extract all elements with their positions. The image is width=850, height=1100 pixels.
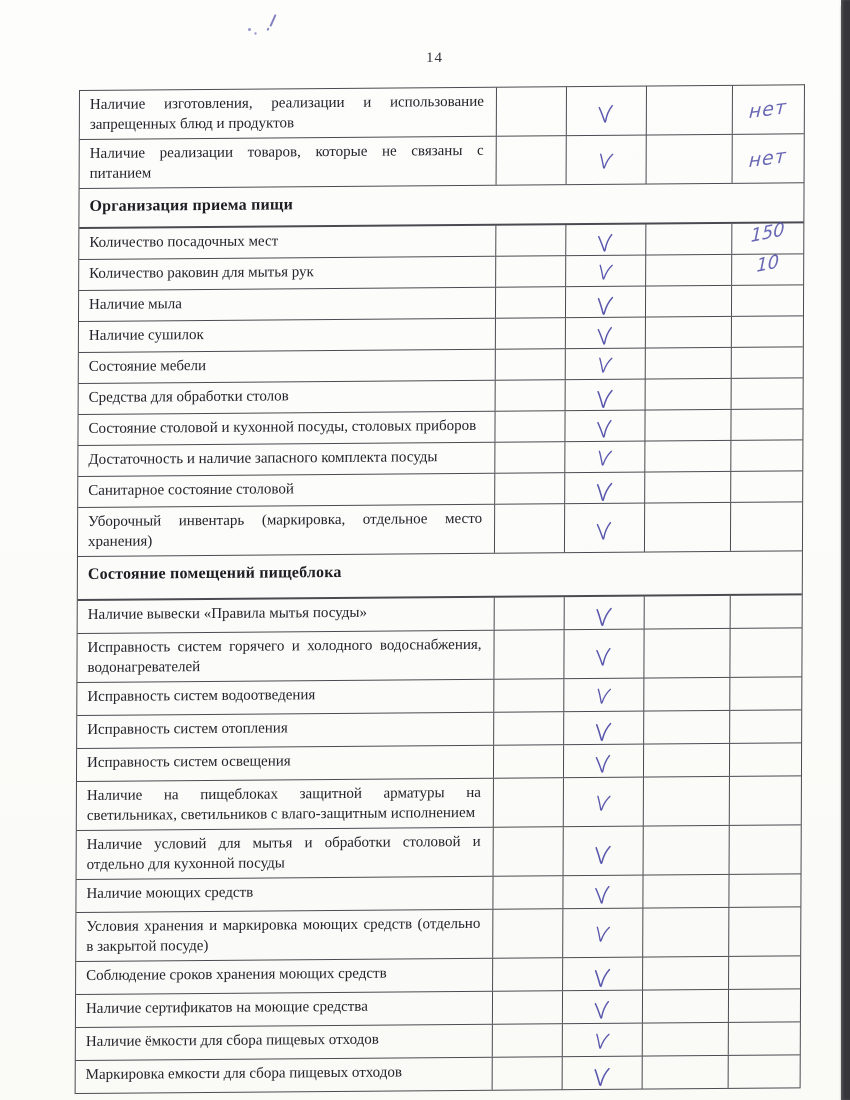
ink-smudge-dot: [254, 32, 256, 34]
empty-cell: [495, 380, 565, 411]
checkmark-icon: [594, 686, 613, 706]
empty-cell: [492, 1024, 562, 1057]
empty-cell: [643, 678, 729, 711]
empty-cell: [494, 442, 564, 473]
empty-cell: [646, 86, 732, 135]
note-cell: [728, 956, 800, 989]
ink-smudge-stroke: [269, 14, 276, 27]
check-cell: [564, 597, 644, 630]
note-cell: [728, 907, 800, 956]
empty-cell: [644, 596, 730, 629]
note-cell: [728, 1022, 800, 1055]
empty-cell: [492, 991, 562, 1024]
row-label: Соблюдение сроков хранения моющих средств: [86, 965, 387, 984]
empty-cell: [645, 379, 731, 410]
note-cell: [728, 989, 800, 1022]
row-label: Условия хранения и маркировка моющих средств (отдельно в закрытой посуде): [86, 915, 481, 955]
empty-cell: [643, 826, 729, 875]
checkmark-icon: [594, 793, 613, 813]
row-label: Количество посадочных мест: [89, 233, 279, 251]
handwritten-note: нет: [748, 95, 788, 124]
empty-cell: [642, 875, 728, 908]
row-label: Достаточность и наличие запасного комплекта посуды: [88, 449, 438, 468]
empty-cell: [496, 87, 566, 136]
empty-cell: [642, 957, 728, 990]
checkmark-icon: [595, 418, 616, 441]
checkmark-icon: [593, 1031, 612, 1051]
empty-cell: [645, 317, 731, 348]
section-title: Состояние помещений пищеблока: [87, 563, 342, 583]
note-cell: [728, 874, 800, 907]
note-cell: [732, 85, 804, 134]
note-cell: [729, 628, 801, 677]
note-cell: [730, 471, 802, 502]
empty-cell: [643, 711, 729, 744]
checkmark-icon: [595, 294, 615, 317]
inspection-table: [75, 84, 805, 1094]
ink-smudge-dot: [248, 28, 251, 31]
check-cell: [564, 504, 644, 553]
row-label: Исправность систем освещения: [87, 753, 291, 771]
empty-cell: [492, 909, 562, 958]
empty-cell: [495, 287, 565, 318]
check-cell: [563, 679, 643, 712]
note-cell: [731, 378, 803, 409]
section-header-row: [79, 183, 803, 229]
section-header-row: [78, 551, 802, 601]
checkmark-icon: [593, 844, 613, 867]
empty-cell: [642, 1056, 728, 1089]
checkmark-icon: [594, 520, 615, 543]
row-label: Наличие вывески «Правила мытья посуды»: [87, 604, 368, 623]
empty-cell: [644, 410, 730, 441]
note-cell: [730, 440, 802, 471]
check-cell: [562, 909, 642, 958]
note-cell: [731, 218, 803, 254]
check-cell: [562, 958, 642, 991]
check-cell: [562, 991, 642, 1024]
table-row: [77, 776, 801, 831]
note-cell: [730, 502, 802, 551]
row-label: Наличие мыла: [89, 296, 182, 313]
note-cell: [728, 1055, 800, 1088]
row-label: Исправность систем отопления: [87, 720, 288, 738]
table-row: [80, 85, 804, 140]
handwritten-note: нет: [748, 144, 788, 173]
note-cell: [730, 409, 802, 440]
empty-cell: [493, 827, 563, 876]
checkmark-icon: [595, 232, 616, 255]
empty-cell: [644, 503, 730, 552]
checkmark-icon: [593, 753, 614, 776]
empty-cell: [643, 629, 729, 678]
row-label: Наличие ёмкости для сбора пищевых отходов: [85, 1031, 379, 1050]
note-cell: [732, 134, 804, 183]
empty-cell: [494, 473, 564, 504]
table-row: [76, 907, 800, 962]
row-label: Наличие изготовления, реализации и использование запрещенных блюд и продуктов: [89, 93, 484, 133]
checkmark-icon: [592, 1066, 612, 1089]
empty-cell: [493, 712, 563, 745]
table-row: [77, 628, 801, 683]
checkmark-icon: [594, 481, 614, 504]
row-label: Наличие моющих средств: [86, 884, 254, 902]
row-label: Количество раковин для мытья рук: [89, 264, 314, 282]
check-cell: [563, 745, 643, 778]
scanner-edge-strip: [841, 0, 850, 1100]
empty-cell: [645, 255, 731, 286]
row-label: Состояние столовой и кухонной посуды, столовых приборов: [88, 417, 477, 437]
checkmark-icon: [595, 325, 616, 348]
note-cell: [729, 677, 801, 710]
empty-cell: [643, 777, 729, 826]
ink-smudge: [246, 12, 280, 40]
row-label: Наличие сертификатов на моющие средства: [85, 998, 368, 1017]
empty-cell: [494, 411, 564, 442]
row-label: Уборочный инвентарь (маркировка, отдельное место хранения): [87, 510, 483, 550]
row-label: Исправность систем горячего и холодного водоснабжения, водонагревателей: [87, 636, 482, 676]
section-title: Организация приема пищи: [89, 196, 294, 215]
empty-cell: [495, 318, 565, 349]
check-cell: [563, 827, 643, 876]
check-cell: [564, 442, 644, 473]
check-cell: [565, 256, 645, 287]
checkmark-icon: [594, 606, 614, 629]
check-cell: [563, 778, 643, 827]
note-cell: [729, 776, 801, 825]
empty-cell: [645, 286, 731, 317]
check-cell: [563, 630, 643, 679]
checkmark-icon: [595, 387, 615, 410]
table-row: [78, 502, 802, 557]
row-label: Наличие на пищеблоках защитной арматуры на светильниках, светильников с влаго-защитным исполнением: [86, 784, 481, 824]
checkmark-icon: [593, 924, 612, 944]
empty-cell: [493, 778, 563, 827]
row-label: Санитарное состояние столовой: [88, 481, 294, 499]
row-label: Наличие сушилок: [88, 327, 204, 344]
check-cell: [565, 287, 645, 318]
empty-cell: [494, 504, 564, 553]
checkmark-icon: [596, 262, 615, 282]
note-cell: [729, 743, 801, 776]
empty-cell: [492, 1057, 562, 1090]
handwritten-note: 10: [756, 250, 780, 277]
empty-cell: [642, 1023, 728, 1056]
note-cell: [731, 250, 803, 285]
row-label: Наличие условий для мытья и обработки столовой и отдельно для кухонной посуды: [86, 833, 481, 873]
check-cell: [562, 1057, 642, 1090]
checkmark-icon: [593, 721, 613, 744]
check-cell: [562, 1024, 642, 1057]
empty-cell: [495, 349, 565, 380]
empty-cell: [643, 744, 729, 777]
empty-cell: [645, 224, 731, 255]
check-cell: [566, 87, 646, 136]
checkmark-icon: [593, 884, 614, 907]
note-cell: [729, 710, 801, 743]
empty-cell: [492, 876, 562, 909]
note-cell: [731, 347, 803, 378]
checkmark-icon: [596, 103, 617, 126]
empty-cell: [496, 136, 566, 185]
empty-cell: [642, 908, 728, 957]
empty-cell: [493, 679, 563, 712]
check-cell: [565, 225, 645, 256]
note-cell: [731, 316, 803, 347]
table-row: [80, 134, 804, 189]
check-cell: [566, 136, 646, 185]
note-cell: [729, 825, 801, 874]
row-label: Состояние мебели: [88, 358, 207, 375]
empty-cell: [644, 472, 730, 503]
checkmark-icon: [596, 355, 615, 375]
row-label: Наличие реализации товаров, которые не связаны с питанием: [89, 142, 484, 182]
check-cell: [563, 712, 643, 745]
row-label: Исправность систем водоотведения: [87, 687, 316, 705]
empty-cell: [645, 348, 731, 379]
empty-cell: [495, 225, 565, 256]
row-label: Средства для обработки столов: [88, 388, 289, 406]
checkmark-icon: [595, 448, 614, 468]
empty-cell: [493, 630, 563, 679]
empty-cell: [494, 597, 564, 630]
checkmark-icon: [594, 646, 615, 669]
note-cell: [731, 285, 803, 316]
check-cell: [565, 318, 645, 349]
note-cell: [730, 595, 802, 628]
empty-cell: [492, 958, 562, 991]
empty-cell: [646, 135, 732, 184]
checkmark-icon: [592, 967, 612, 990]
check-cell: [565, 349, 645, 380]
table-row: [77, 825, 801, 880]
empty-cell: [495, 256, 565, 287]
checkmark-icon: [597, 151, 616, 171]
table-row: [76, 1055, 800, 1094]
checkmark-icon: [592, 999, 613, 1022]
handwritten-note: 150: [750, 218, 786, 247]
empty-cell: [493, 745, 563, 778]
check-cell: [564, 473, 644, 504]
row-label: Маркировка емкости для сбора пищевых отходов: [85, 1064, 403, 1083]
empty-cell: [642, 990, 728, 1023]
page-number: 14: [426, 50, 443, 66]
check-cell: [562, 876, 642, 909]
check-cell: [565, 380, 645, 411]
empty-cell: [644, 441, 730, 472]
check-cell: [564, 411, 644, 442]
